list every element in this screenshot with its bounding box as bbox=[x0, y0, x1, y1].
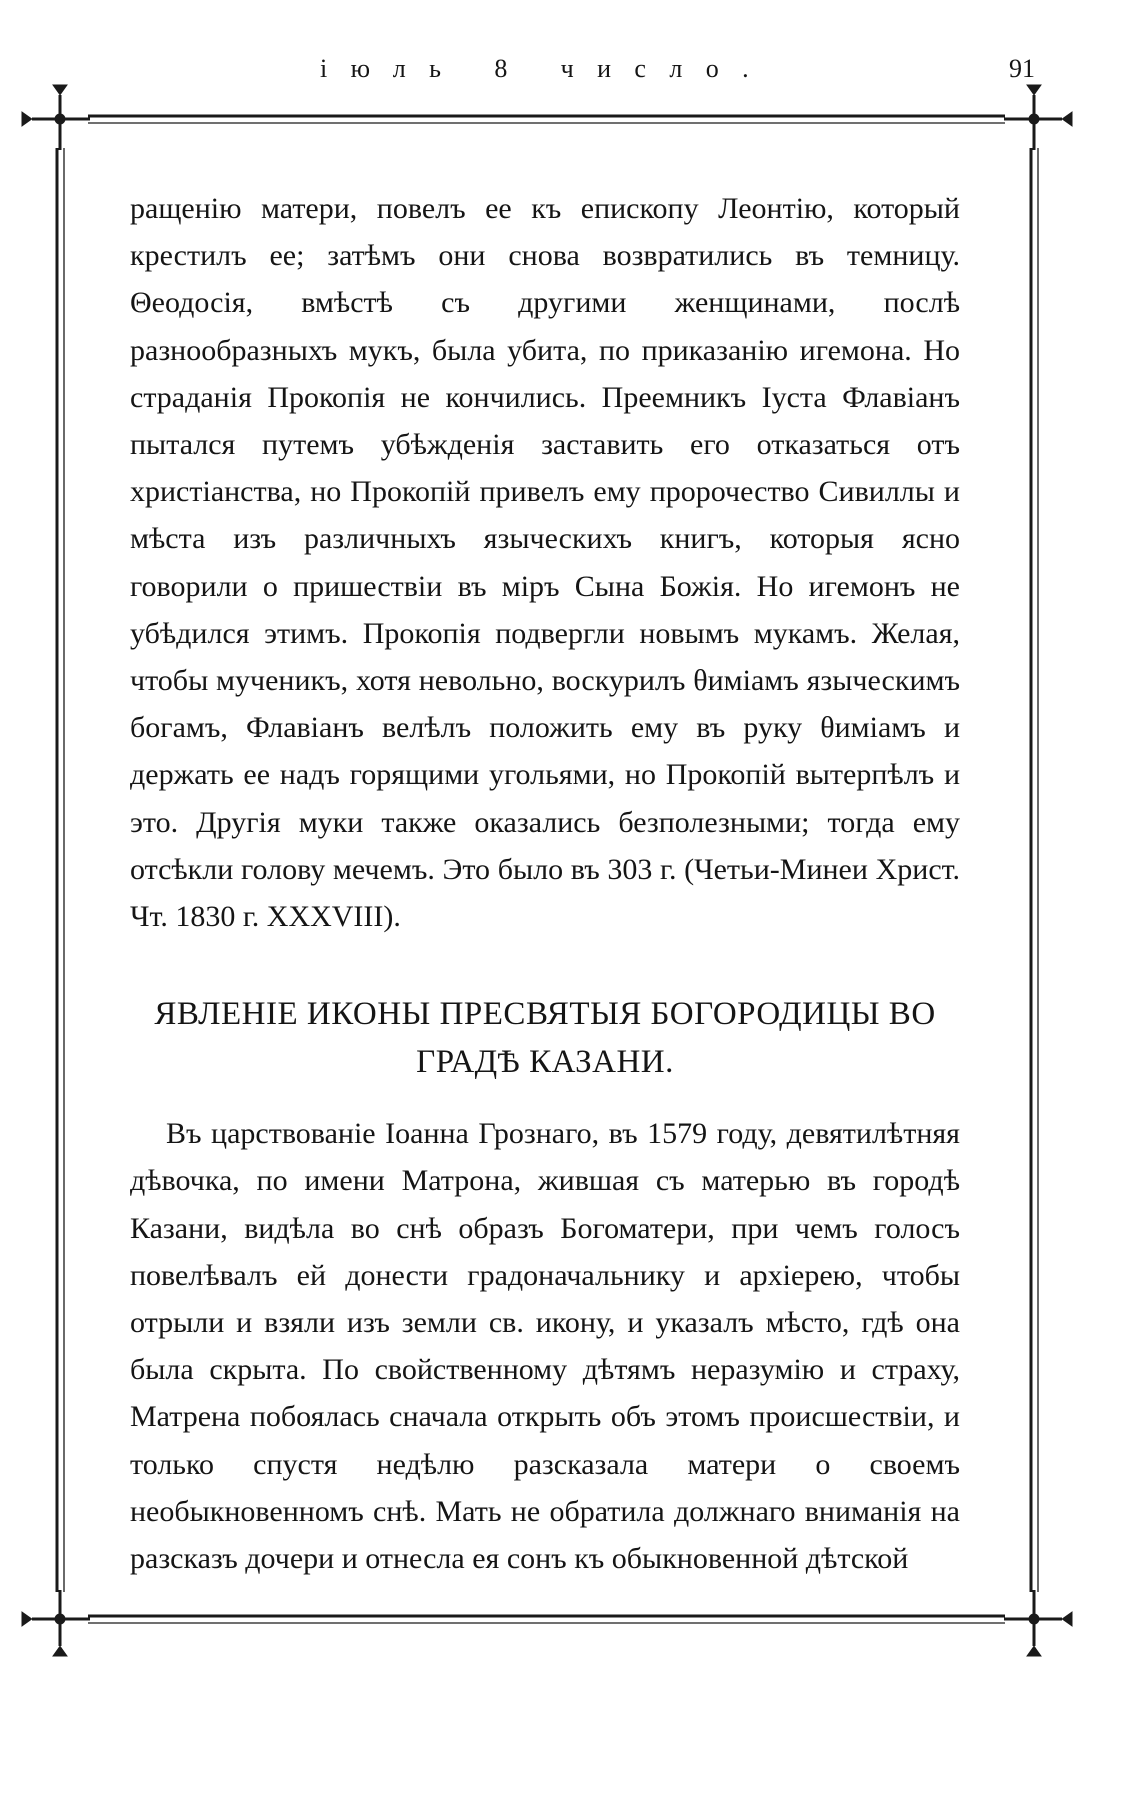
running-head-title: іюль 8 число. bbox=[320, 54, 773, 83]
section-heading-line-2: ГРАДѢ КАЗАНИ. bbox=[416, 1044, 674, 1081]
corner-cross-bottom-right bbox=[1004, 1590, 1071, 1655]
section-heading-line-1: ЯВЛЕНІЕ ИКОНЫ ПРЕСВЯТЫЯ БОГОРОДИЦЫ ВО bbox=[154, 996, 936, 1033]
section-heading bbox=[130, 990, 960, 1086]
corner-cross-bottom-left bbox=[23, 1590, 90, 1655]
corner-cross-top-left bbox=[23, 86, 90, 150]
page-number: 91 bbox=[1009, 54, 1035, 83]
continued-paragraph: ращенію матери, повелъ ее къ епископу Леонтію, который крестилъ ее; затѣмъ они снова возвратились въ темницу. Θеодосія, вмѣстѣ съ другими женщинами, послѣ разнообразныхъ мукъ, была убита, по приказанію игемона. Но страданія Прокопія не кончились. Преемникъ Іуста Флавіанъ пытался путемъ убѣжденія заставить его отказаться отъ христіанства, но Прокопій привелъ ему пророчество Сивиллы и мѣста изъ различныхъ языческихъ книгъ, которыя ясно говорили о пришествіи въ міръ Сына Божія. Но игемонъ не убѣдился этимъ. Прокопія подвергли новымъ мукамъ. Желая, чтобы мученикъ, хотя невольно, воскурилъ θиміамъ языческимъ богамъ, Флавіанъ велѣлъ положить ему въ руку θиміамъ и держать ее надъ горящими угольями, но Прокопій вытерпѣлъ и это. Другія муки также оказались безполезными; тогда ему отсѣкли голову мечемъ. Это было въ 303 г. (Четьи-Минеи Христ. Чт. 1830 г. XXXVIII). bbox=[130, 192, 960, 934]
main-text bbox=[130, 185, 960, 1582]
corner-cross-top-right bbox=[1004, 86, 1071, 150]
new-paragraph: Въ царствованіе Іоанна Грознаго, въ 1579 году, девятилѣтняя дѣвочка, по имени Матрона, жившая съ матерью въ городѣ Казани, видѣла во снѣ образъ Богоматери, при чемъ голосъ повелѣвалъ ей донести градоначальнику и архіерею, чтобы отрыли и взяли изъ земли св. икону, и указалъ мѣсто, гдѣ она была скрыта. По свойственному дѣтямъ неразумію и страху, Матрена побоялась сначала открыть объ этомъ происшествіи, и только спустя недѣлю разсказала матери о своемъ необыкновенномъ снѣ. Мать не обратила должнаго вниманія на разсказъ дочери и отнесла ея сонъ къ обыкновенной дѣтской bbox=[130, 1117, 960, 1576]
